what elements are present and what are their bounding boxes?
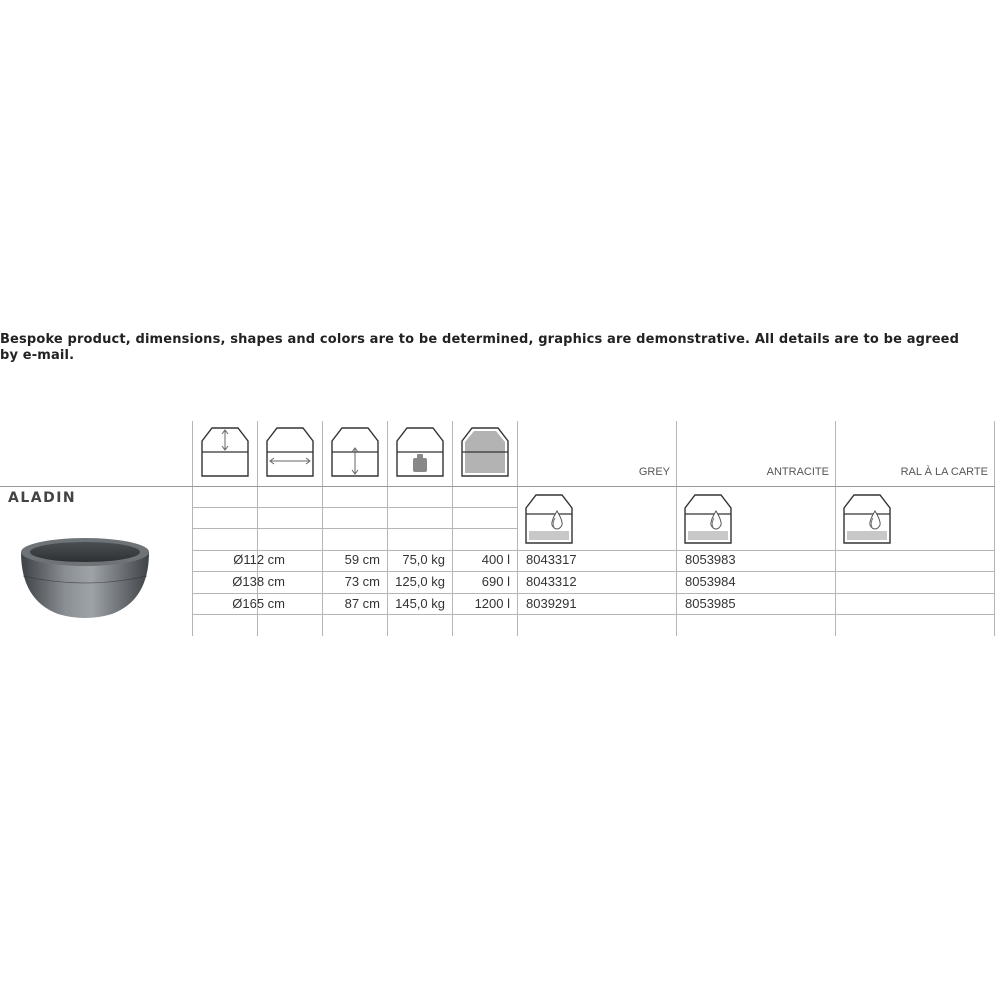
height-icon	[330, 424, 380, 480]
table-cell-grey-code: 8043317	[526, 552, 577, 567]
diameter-icon	[265, 424, 315, 480]
table-cell-diameter: Ø165 cm	[232, 596, 285, 611]
table-cell-antracite-code: 8053983	[685, 552, 736, 567]
table-cell-diameter: Ø112 cm	[233, 552, 285, 567]
table-cell-ral-code	[844, 594, 984, 614]
disclaimer-text: Bespoke product, dimensions, shapes and colors are to be determined, graphics are demonstrative. All details are to be agreed by e-mail.	[0, 332, 960, 363]
table-cell-diameter: Ø138 cm	[232, 574, 285, 589]
table-cell-ral-code	[844, 572, 984, 592]
table-cell-weight: 125,0 kg	[395, 574, 445, 589]
table-cell-antracite-code: 8053984	[685, 574, 736, 589]
weight-icon	[395, 424, 445, 480]
table-cell-weight: 145,0 kg	[395, 596, 445, 611]
table-cell-volume: 400 l	[481, 552, 510, 567]
table-cell-height: 73 cm	[344, 574, 380, 589]
table-cell-antracite-code: 8053985	[685, 596, 736, 611]
table-cell-grey-code: 8039291	[526, 596, 577, 611]
color-label-antracite: ANTRACITE	[766, 466, 829, 478]
planter-image	[18, 530, 152, 622]
table-cell-height: 87 cm	[344, 596, 380, 611]
height-top-icon	[200, 424, 250, 480]
product-name: ALADIN	[8, 490, 77, 506]
color-swatch-icon	[842, 491, 892, 547]
color-swatch-icon	[683, 491, 733, 547]
color-label-ral: RAL À LA CARTE	[900, 466, 988, 478]
color-label-grey: GREY	[638, 466, 670, 478]
table-cell-ral-code	[844, 550, 984, 570]
table-cell-volume: 1200 l	[474, 596, 510, 611]
table-cell-volume: 690 l	[481, 574, 510, 589]
table-cell-height: 59 cm	[344, 552, 380, 567]
table-cell-weight: 75,0 kg	[402, 552, 445, 567]
volume-icon	[460, 424, 510, 480]
table-cell-grey-code: 8043312	[526, 574, 577, 589]
color-swatch-icon	[524, 491, 574, 547]
